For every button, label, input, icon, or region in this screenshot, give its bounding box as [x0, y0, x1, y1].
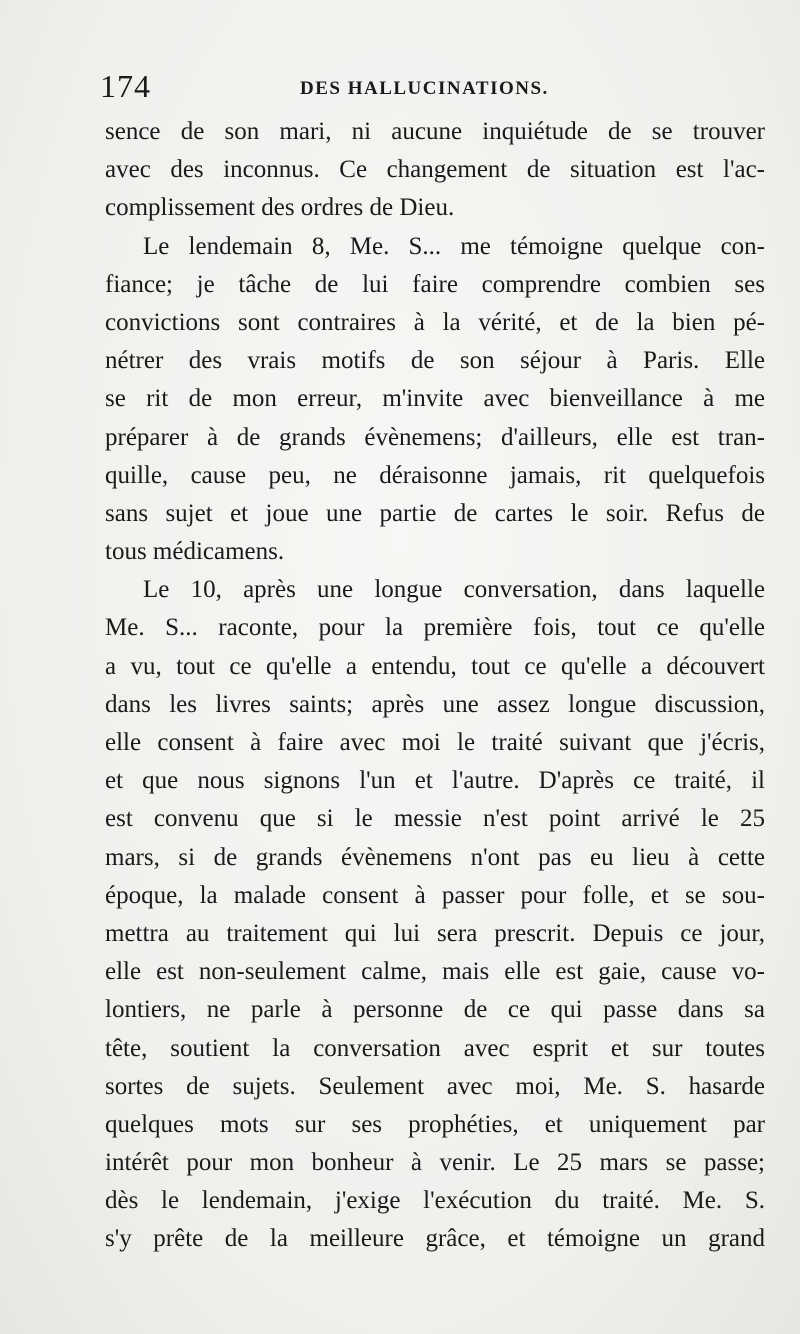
page-header: [100, 68, 760, 108]
text-line: complissement des ordres de Dieu.: [105, 194, 455, 222]
body-text: [105, 113, 765, 1259]
text-line: tête, soutient la conversation avec esprit et sur toutes: [105, 1034, 765, 1062]
text-line: sortes de sujets. Seulement avec moi, Me. S. hasarde: [105, 1072, 765, 1100]
text-line: Me. S... raconte, pour la première fois, tout ce qu'elle: [105, 614, 765, 642]
text-line: tous médicamens.: [105, 538, 285, 566]
text-line: sence de son mari, ni aucune inquiétude de se trouver: [105, 118, 765, 145]
text-line: quelques mots sur ses prophéties, et uniquement par: [105, 1110, 765, 1138]
text-line: intérêt pour mon bonheur à venir. Le 25 mars se passe;: [105, 1149, 765, 1177]
text-line: convictions sont contraires à la vérité, et de la bien pé-: [105, 308, 765, 336]
text-line: quille, cause peu, ne déraisonne jamais, rit quelquefois: [105, 461, 765, 489]
text-line: sans sujet et joue une partie de cartes le soir. Refus de: [105, 499, 765, 527]
text-line: lontiers, ne parle à personne de ce qui passe dans sa: [105, 996, 765, 1024]
text-line: s'y prête de la meilleure grâce, et témoigne un grand: [105, 1225, 765, 1253]
text-line: se rit de mon erreur, m'invite avec bienveillance à me: [105, 385, 765, 413]
text-line: mettra au traitement qui lui sera prescrit. Depuis ce jour,: [105, 919, 765, 947]
text-line: avec des inconnus. Ce changement de situation est l'ac-: [105, 156, 765, 184]
text-line: nétrer des vrais motifs de son séjour à Paris. Elle: [105, 347, 765, 375]
text-line: dans les livres saints; après une assez longue discussion,: [105, 690, 765, 718]
text-line: mars, si de grands évènemens n'ont pas eu lieu à cette: [105, 843, 765, 871]
text-line: préparer à de grands évènemens; d'ailleurs, elle est tran-: [105, 423, 765, 451]
text-line: dès le lendemain, j'exige l'exécution du traité. Me. S.: [105, 1187, 765, 1215]
text-line: fiance; je tâche de lui faire comprendre combien ses: [105, 270, 765, 298]
running-title: DES HALLUCINATIONS.: [300, 78, 549, 99]
page-number: 174: [100, 68, 151, 104]
text-line: Le lendemain 8, Me. S... me témoigne quelque con-: [143, 232, 765, 260]
text-line: elle consent à faire avec moi le traité suivant que j'écris,: [105, 729, 765, 756]
text-line: et que nous signons l'un et l'autre. D'après ce traité, il: [105, 767, 765, 795]
text-line: Le 10, après une longue conversation, dans laquelle: [143, 576, 765, 604]
text-line: est convenu que si le messie n'est point arrivé le 25: [105, 805, 765, 833]
text-line: a vu, tout ce qu'elle a entendu, tout ce qu'elle a découvert: [105, 652, 765, 680]
text-line: époque, la malade consent à passer pour folle, et se sou-: [105, 881, 765, 909]
text-line: elle est non-seulement calme, mais elle est gaie, cause vo-: [105, 958, 765, 986]
